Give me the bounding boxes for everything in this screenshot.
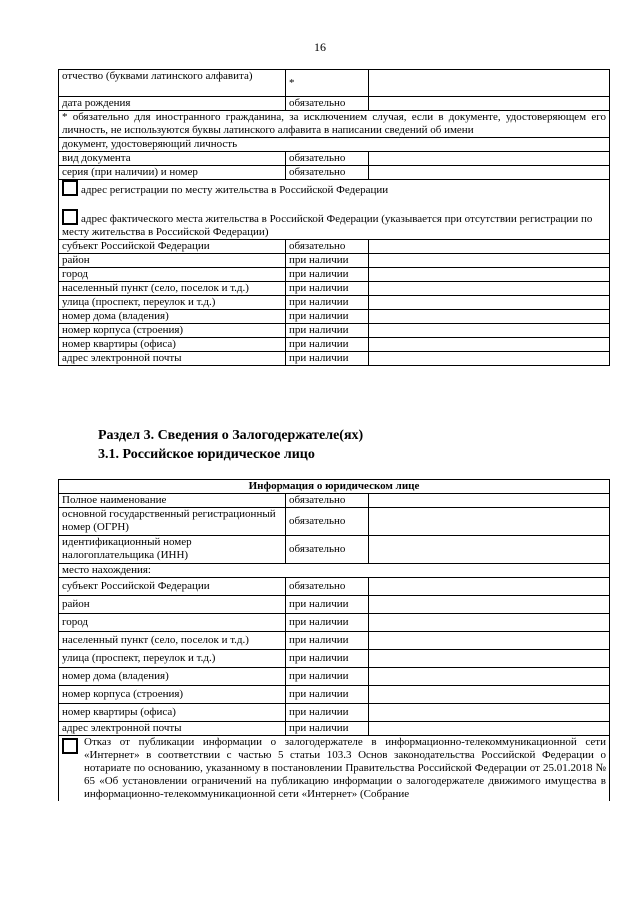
field-value[interactable] xyxy=(369,70,610,97)
field-value[interactable] xyxy=(369,704,610,722)
field-requirement: обязательно xyxy=(286,240,369,254)
table-row xyxy=(59,352,610,366)
field-label: город xyxy=(59,268,286,282)
field-value[interactable] xyxy=(369,296,610,310)
table-row xyxy=(59,166,610,180)
field-requirement: обязательно xyxy=(286,536,369,564)
table-row xyxy=(59,111,610,138)
table-row xyxy=(59,180,610,240)
refusal-text: Отказ от публикации информации о залогодержателе в информационно-телекоммуникационной сети «Интернет» в соответствии с частью 5 статьи 103.3 Основ законодательства Российской Федерации о нотариате по основанию, указанному в постановлении Правительства Российской Федерации от 25.01.2018 № 65 «Об установлении ограничений на публикацию информации о залогодержателе движимого имущества в информационно-телекоммуникационной сети «Интернет» (Собрание xyxy=(84,736,606,800)
field-label: номер квартиры (офиса) xyxy=(59,338,286,352)
field-label: город xyxy=(59,614,286,632)
field-label: Полное наименование xyxy=(59,494,286,508)
field-label: адрес электронной почты xyxy=(59,352,286,366)
field-requirement: при наличии xyxy=(286,722,369,736)
address-registration-label: адрес регистрации по месту жительства в Российской Федерации xyxy=(81,184,389,196)
field-label: номер корпуса (строения) xyxy=(59,324,286,338)
table-row xyxy=(59,70,610,97)
field-label: серия (при наличии) и номер xyxy=(59,166,286,180)
address-actual-checkbox[interactable] xyxy=(62,209,78,225)
field-label: отчество (буквами латинского алфавита) xyxy=(59,70,286,97)
section-3-title: Раздел 3. Сведения о Залогодержателе(ях) xyxy=(98,428,364,443)
field-requirement: при наличии xyxy=(286,614,369,632)
field-label: район xyxy=(59,596,286,614)
table-row xyxy=(59,254,610,268)
field-value[interactable] xyxy=(369,668,610,686)
table-row xyxy=(59,686,610,704)
field-value[interactable] xyxy=(369,324,610,338)
table-row xyxy=(59,668,610,686)
latin-name-note: * обязательно для иностранного гражданина, за исключением случая, если в документе, удостоверяющем его личность, не используются буквы латинского алфавита в написании сведений об имени xyxy=(59,111,610,138)
field-value[interactable] xyxy=(369,686,610,704)
table-row xyxy=(59,152,610,166)
table-row xyxy=(59,632,610,650)
field-value[interactable] xyxy=(369,152,610,166)
field-requirement: при наличии xyxy=(286,668,369,686)
table-row xyxy=(59,138,610,152)
field-requirement: при наличии xyxy=(286,686,369,704)
field-value[interactable] xyxy=(369,254,610,268)
field-label: идентификационный номер налогоплательщика (ИНН) xyxy=(59,536,286,564)
field-label: адрес электронной почты xyxy=(59,722,286,736)
table-row xyxy=(59,614,610,632)
field-value[interactable] xyxy=(369,282,610,296)
field-value[interactable] xyxy=(369,578,610,596)
field-value[interactable] xyxy=(369,722,610,736)
location-header: место нахождения: xyxy=(59,564,610,578)
field-value[interactable] xyxy=(369,494,610,508)
field-requirement: обязательно xyxy=(286,152,369,166)
field-value[interactable] xyxy=(369,268,610,282)
table-row xyxy=(59,296,610,310)
table-row xyxy=(59,704,610,722)
field-label: номер дома (владения) xyxy=(59,310,286,324)
field-value[interactable] xyxy=(369,310,610,324)
field-requirement: обязательно xyxy=(286,494,369,508)
field-label: район xyxy=(59,254,286,268)
field-value[interactable] xyxy=(369,166,610,180)
table-row xyxy=(59,564,610,578)
table-row xyxy=(59,494,610,508)
table-row xyxy=(59,240,610,254)
field-requirement: при наличии xyxy=(286,338,369,352)
field-requirement: при наличии xyxy=(286,596,369,614)
address-actual-label: адрес фактического места жительства в Российской Федерации (указывается при отсутствии регистрации по месту жительства в Российской Федерации) xyxy=(62,213,593,238)
field-label: субъект Российской Федерации xyxy=(59,578,286,596)
person-info-table xyxy=(58,69,610,366)
table-row xyxy=(59,268,610,282)
field-requirement: при наличии xyxy=(286,310,369,324)
field-requirement: при наличии xyxy=(286,704,369,722)
table-row xyxy=(59,480,610,494)
field-requirement: при наличии xyxy=(286,254,369,268)
field-value[interactable] xyxy=(369,536,610,564)
table-row xyxy=(59,282,610,296)
field-requirement: при наличии xyxy=(286,296,369,310)
field-value[interactable] xyxy=(369,614,610,632)
field-requirement: при наличии xyxy=(286,352,369,366)
table-row xyxy=(59,324,610,338)
table-row xyxy=(59,722,610,736)
field-label: населенный пункт (село, поселок и т.д.) xyxy=(59,282,286,296)
field-value[interactable] xyxy=(369,508,610,536)
field-requirement: при наличии xyxy=(286,632,369,650)
table-row xyxy=(59,338,610,352)
address-registration-checkbox[interactable] xyxy=(62,180,78,196)
field-value[interactable] xyxy=(369,338,610,352)
table-row xyxy=(59,508,610,536)
field-value[interactable] xyxy=(369,632,610,650)
table-row xyxy=(59,736,610,802)
table-row xyxy=(59,596,610,614)
field-value[interactable] xyxy=(369,650,610,668)
page-number: 16 xyxy=(314,40,326,54)
table-row xyxy=(59,97,610,111)
field-requirement: при наличии xyxy=(286,282,369,296)
field-label: номер квартиры (офиса) xyxy=(59,704,286,722)
field-requirement: при наличии xyxy=(286,324,369,338)
field-requirement: * xyxy=(286,70,369,97)
field-value[interactable] xyxy=(369,352,610,366)
id-document-header: документ, удостоверяющий личность xyxy=(59,138,610,152)
field-label: основной государственный регистрационный номер (ОГРН) xyxy=(59,508,286,536)
field-label: улица (проспект, переулок и т.д.) xyxy=(59,296,286,310)
field-label: номер дома (владения) xyxy=(59,668,286,686)
field-label: субъект Российской Федерации xyxy=(59,240,286,254)
field-label: дата рождения xyxy=(59,97,286,111)
field-value[interactable] xyxy=(369,97,610,111)
field-requirement: обязательно xyxy=(286,578,369,596)
field-requirement: обязательно xyxy=(286,508,369,536)
field-requirement: при наличии xyxy=(286,650,369,668)
section-3-1-title: 3.1. Российское юридическое лицо xyxy=(98,447,315,462)
field-requirement: обязательно xyxy=(286,166,369,180)
table-row xyxy=(59,310,610,324)
legal-entity-header: Информация о юридическом лице xyxy=(59,480,610,494)
field-value[interactable] xyxy=(369,596,610,614)
field-label: номер корпуса (строения) xyxy=(59,686,286,704)
legal-entity-table xyxy=(58,479,610,801)
table-row xyxy=(59,578,610,596)
refusal-cell xyxy=(59,736,610,802)
table-row xyxy=(59,536,610,564)
refusal-checkbox[interactable] xyxy=(62,738,78,754)
field-label: населенный пункт (село, поселок и т.д.) xyxy=(59,632,286,650)
field-label: улица (проспект, переулок и т.д.) xyxy=(59,650,286,668)
address-type-cell xyxy=(59,180,610,240)
table-row xyxy=(59,650,610,668)
field-label: вид документа xyxy=(59,152,286,166)
field-value[interactable] xyxy=(369,240,610,254)
field-requirement: обязательно xyxy=(286,97,369,111)
field-requirement: при наличии xyxy=(286,268,369,282)
